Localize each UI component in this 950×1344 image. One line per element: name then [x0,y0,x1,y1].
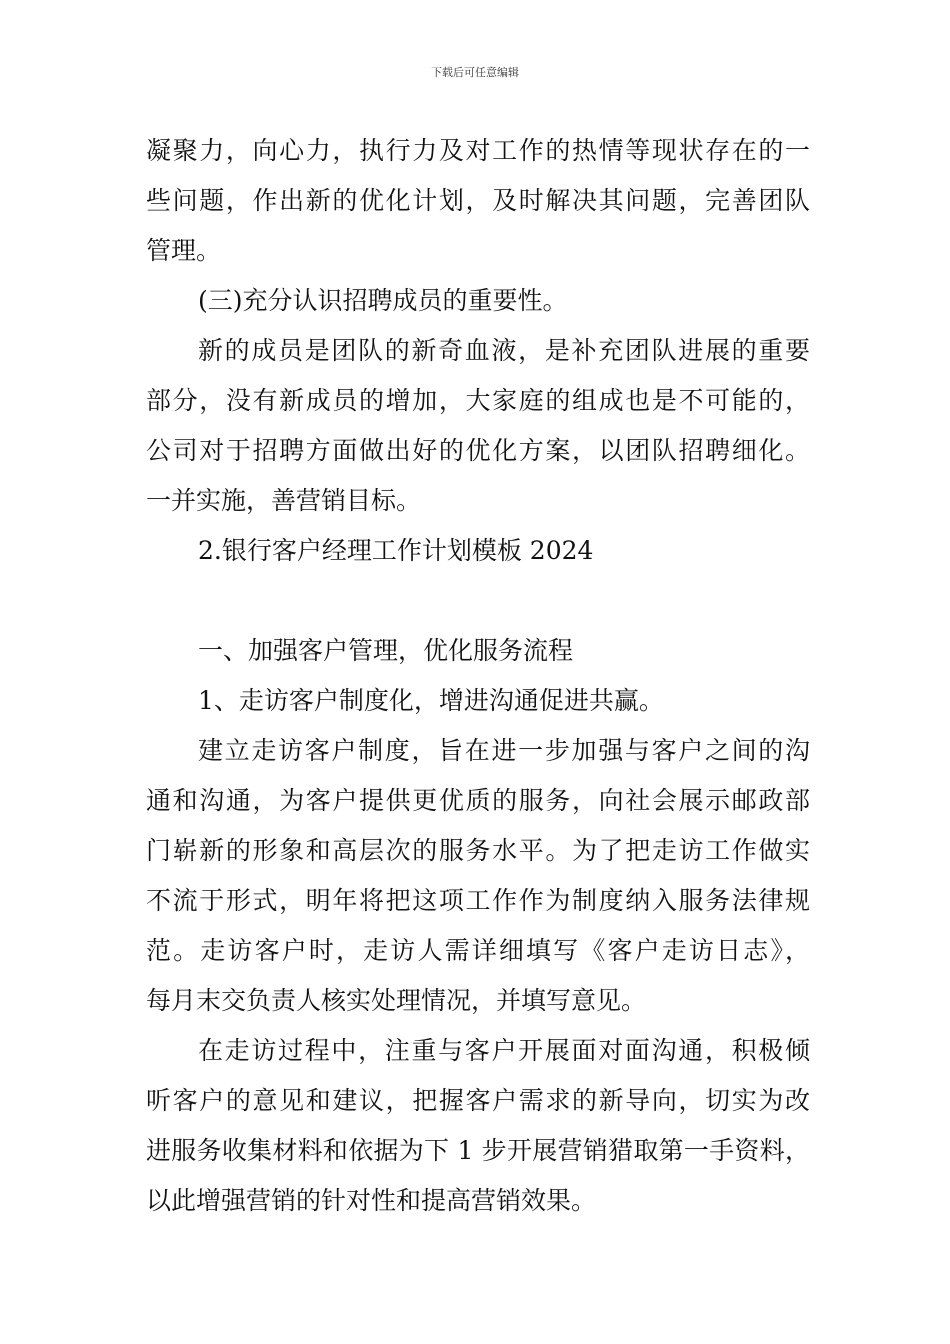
text-line: 2.银行客户经理工作计划模板 2024 [198,536,594,565]
text-line: 些问题，作出新的优化计划，及时解决其问题，完善团队 [146,186,810,215]
text-line: 凝聚力，向心力，执行力及对工作的热情等现状存在的一 [146,136,810,165]
text-line: 公司对于招聘方面做出好的优化方案，以团队招聘细化。 [146,436,810,465]
text-line: 范。走访客户时，走访人需详细填写《客户走访日志》， [146,936,810,965]
text-line: 部分，没有新成员的增加，大家庭的组成也是不可能的， [146,386,810,415]
blank-line [146,576,810,626]
text-line: 通和沟通，为客户提供更优质的服务，向社会展示邮政部 [146,786,810,815]
text-line: 以此增强营销的针对性和提高营销效果。 [146,1186,597,1215]
text-line: 不流于形式，明年将把这项工作作为制度纳入服务法律规 [146,886,810,915]
text-line: 建立走访客户制度，旨在进一步加强与客户之间的沟 [198,736,810,765]
text-line: 听客户的意见和建议，把握客户需求的新导向，切实为改 [146,1086,810,1115]
text-line: (三)充分认识招聘成员的重要性。 [198,286,568,315]
text-line: 门崭新的形象和高层次的服务水平。为了把走访工作做实 [146,836,810,865]
text-line: 一并实施，善营销目标。 [146,486,422,515]
text-line: 每月末交负责人核实处理情况，并填写意见。 [146,986,647,1015]
text-line: 一、加强客户管理，优化服务流程 [198,636,574,665]
text-line: 新的成员是团队的新奇血液，是补充团队进展的重要 [198,336,810,365]
text-line: 在走访过程中，注重与客户开展面对面沟通，积极倾 [198,1036,810,1065]
page-header: 下载后可任意编辑 [431,66,519,79]
text-line: 1、走访客户制度化，增进沟通促进共赢。 [198,686,664,715]
document-body [146,126,810,1226]
text-line: 管理。 [146,236,222,265]
text-line: 进服务收集材料和依据为下 1 步开展营销猎取第一手资料， [146,1136,810,1165]
